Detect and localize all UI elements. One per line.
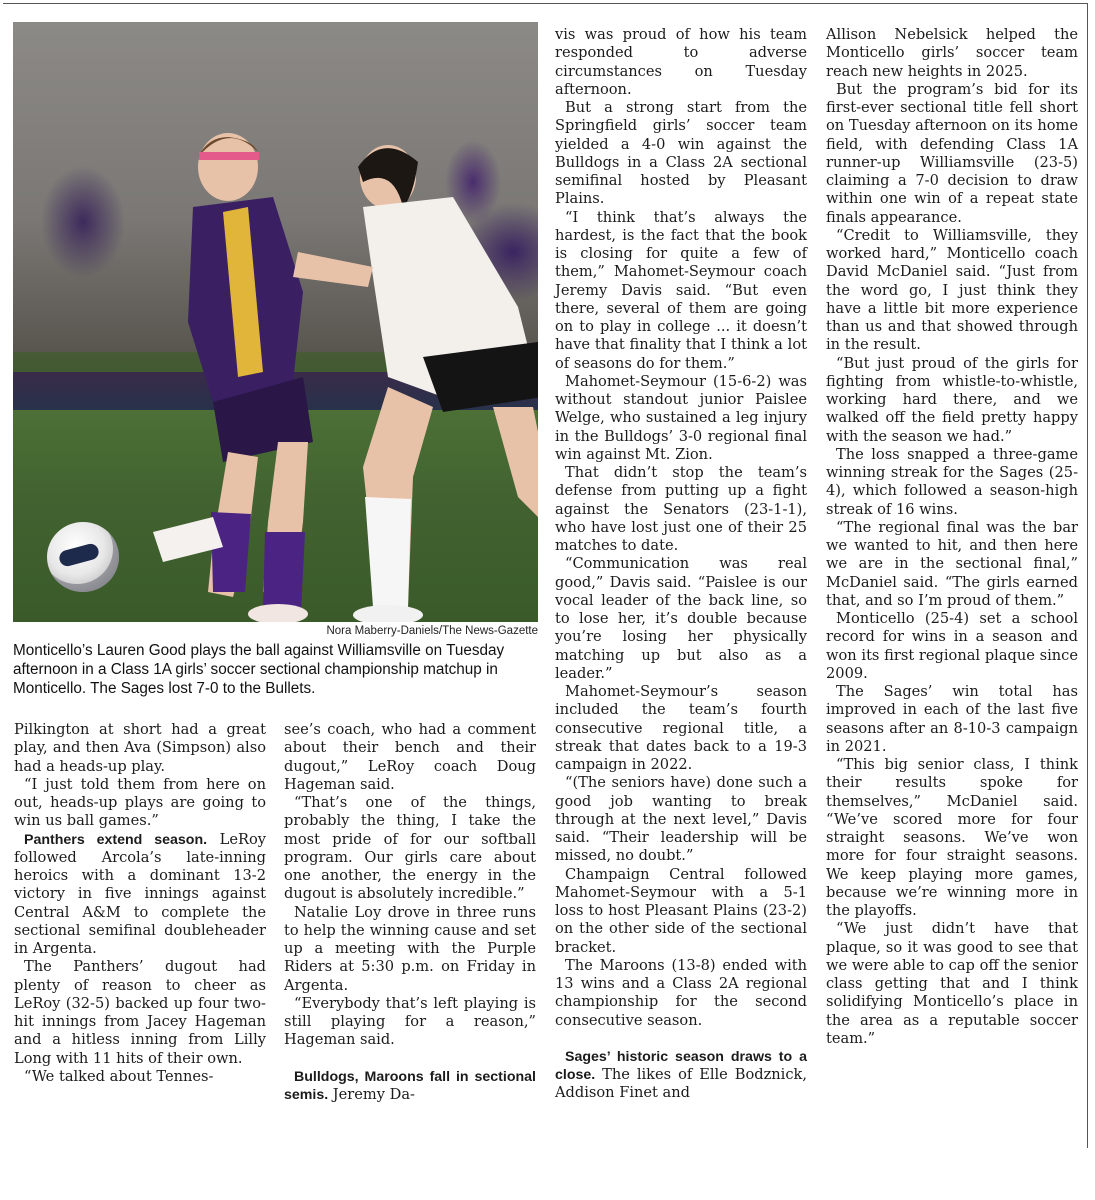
paragraph [284,995,536,1050]
paragraph [826,355,1078,446]
paragraph [555,464,807,555]
paragraph-text: The Sages’ win total has improved in each of the last five seasons after an 8-10-3 campaign in 2021. [826,683,1078,755]
run-in-subhead: Bulldogs, Maroons fall in sectional semis. [284,1068,536,1103]
article-column-1 [14,721,266,1086]
paragraph-text: “Everybody that’s left playing is still playing for a reason,” Hageman said. [284,994,536,1049]
paragraph-text: “I just told them from here on out, heads-up plays are going to win us ball games.” [14,775,266,830]
paragraph [555,774,807,865]
paragraph [14,958,266,1068]
paragraph [284,904,536,995]
paragraph-text: Natalie Loy drove in three runs to help the winning cause and set up a meeting with the Purple Riders at 5:30 p.m. on Friday in Argenta. [284,903,536,994]
paragraph [14,1068,266,1086]
paragraph-text: But a strong start from the Springfield girls’ soccer team yielded a 4-0 win against the Bulldogs in a Class 2A sectional semifinal hosted by Pleasant Plains. [555,99,807,208]
paragraph-text: “That’s one of the things, probably the thing, I take the most pride of for our softball program. Our girls care about one another, the energy in the dugout is absolutely incredible.” [284,794,536,903]
paragraph-text: The likes of Elle Bodznick, Addison Finet and [555,1066,807,1102]
paragraph [555,683,807,774]
paragraph-text: see’s coach, who had a comment about their bench and their dugout,” LeRoy coach Doug Hageman said. [284,721,536,793]
paragraph [284,721,536,794]
paragraph-text: “(The seniors have) done such a good job wanting to break through at the next level,” Davis said. “Their leadership will be missed, no doubt.” [555,774,807,865]
paragraph-text: “Credit to Williamsville, they worked hard,” Monticello coach David McDaniel said. “Just from the word go, I just think they have a little bit more experience than us and that showed through in the result. [826,226,1078,354]
run-in-subhead: Panthers extend season. [24,831,208,848]
article-column-3 [555,26,807,1103]
paragraph-text: vis was proud of how his team responded to adverse circumstances on Tuesday afternoon. [555,26,807,98]
paragraph [826,519,1078,610]
paragraph-text: Allison Nebelsick helped the Monticello girls’ soccer team reach new heights in 2025. [826,26,1078,80]
paragraph [555,26,807,99]
paragraph [826,610,1078,683]
paragraph-text: “I think that’s always the hardest, is the fact that the book is closing for quite a few of them,” Mahomet-Seymour coach Jeremy Davis said. “But even there, several of them are going on to play in college ... it doesn’t have that finality that I think a lot of seasons do for them.” [555,208,807,372]
paragraph [555,957,807,1030]
paragraph-text: Champaign Central followed Mahomet-Seymour with a 5-1 loss to host Pleasant Plains (23-2) on the other side of the sectional bracket. [555,865,807,956]
paragraph [555,1048,807,1103]
paragraph [826,920,1078,1048]
paragraph-text: “But just proud of the girls for fighting from whistle-to-whistle, working hard there, and we walked off the field pretty happy with the season we had.” [826,354,1078,445]
paragraph [826,756,1078,920]
paragraph [555,99,807,209]
paragraph [14,721,266,776]
photo-caption: Monticello’s Lauren Good plays the ball against Williamsville on Tuesday afternoon in a Class 1A girls’ soccer sectional championship matchup in Monticello. The Sages lost 7-0 to the Bullets. [13,642,505,698]
paragraph [826,446,1078,519]
paragraph-text: That didn’t stop the team’s defense from putting up a fight against the Senators (23-1-1), who have lost just one of their 25 matches to date. [555,464,807,554]
paragraph-text: “Communication was real good,” Davis said. “Paislee is our vocal leader of the back line, so to lose her, it’s double because you’re losing her physically matching up but also as a leader.” [555,555,807,682]
paragraph-text: But the program’s bid for its first-ever sectional title fell short on Tuesday afternoon on its home field, with defending Class 1A runner-up Williamsville (23-5) claiming a 7-0 decision to draw within one win of a repeat state finals appearance. [826,80,1078,226]
paragraph-text: Mahomet-Seymour (15-6-2) was without standout junior Paislee Welge, who sustained a leg injury in the Bulldogs’ 3-0 regional final win against Mt. Zion. [555,372,807,463]
paragraph-text: “We talked about Tennes- [24,1067,214,1085]
paragraph [14,776,266,831]
paragraph [14,831,266,959]
paragraph [284,1068,536,1105]
paragraph [826,26,1078,81]
paragraph [826,683,1078,756]
paragraph-text: LeRoy followed Arcola’s late-inning heroics with a dominant 13-2 victory in five innings against Central A&M to complete the sectional semifinal doubleheader in Argenta. [14,830,266,957]
soccer-photo [13,22,538,622]
paragraph [555,555,807,683]
paragraph-text: “We just didn’t have that plaque, so it was good to see that we were able to cap off the senior class getting that and I think solidifying Monticello’s place in the area as a reputable soccer team.” [826,920,1078,1047]
paragraph [826,227,1078,355]
article-column-4 [826,26,1078,1048]
paragraph [284,794,536,904]
paragraph-text: “The regional final was the bar we wanted to hit, and then here we are in the sectional final,” McDaniel said. “The girls earned that, and so I’m proud of them.” [826,518,1078,609]
photo-player-williamsville [293,137,538,622]
paragraph [555,373,807,464]
paragraph [826,81,1078,227]
paragraph [555,209,807,373]
paragraph-text: Monticello (25-4) set a school record for wins in a season and won its first regional plaque since 2009. [826,610,1078,682]
paragraph-text: “This big senior class, I think their results spoke for themselves,” McDaniel said. “We’ve scored more for four straight seasons. We’ve won more for four straight seasons. We keep playing more games, because we’re winning more in the playoffs. [826,756,1078,919]
paragraph-text: Mahomet-Seymour’s season included the team’s fourth consecutive regional title, a streak that dates back to a 19-3 campaign in 2022. [555,683,807,773]
photo-credit: Nora Maberry-Daniels/The News-Gazette [326,625,538,637]
paragraph-text: The Panthers’ dugout had plenty of reason to cheer as LeRoy (32-5) backed up four two-hit innings from Jacey Hageman and a hitless inning from Lilly Long with 11 hits of their own. [14,958,266,1067]
run-in-subhead: Sages’ historic season draws to a close. [555,1048,807,1083]
paragraph-text: Jeremy Da- [328,1085,415,1103]
paragraph-text: The Maroons (13-8) ended with 13 wins and a Class 2A regional championship for the second consecutive season. [555,956,807,1029]
article-column-2 [284,721,536,1104]
paragraph-text: Pilkington at short had a great play, and then Ava (Simpson) also had a heads-up play. [14,721,266,775]
paragraph [555,866,807,957]
paragraph-text: The loss snapped a three-game winning streak for the Sages (25-4), which followed a season-high streak of 16 wins. [826,445,1078,518]
